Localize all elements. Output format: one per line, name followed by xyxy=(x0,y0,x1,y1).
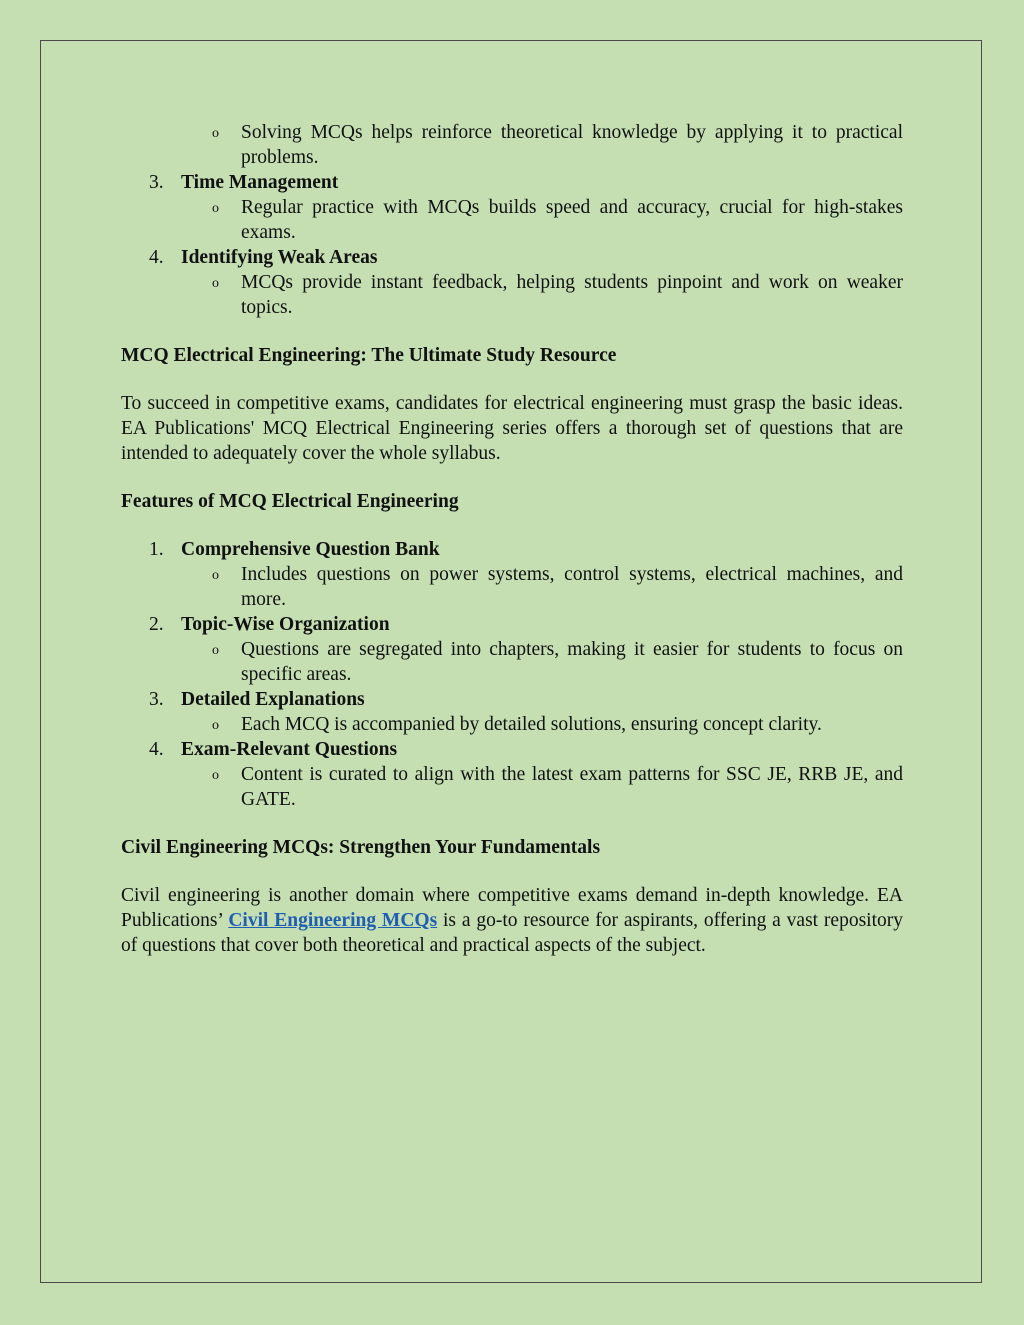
bullet-text: Questions are segregated into chapters, making it easier for students to focus on specific areas. xyxy=(241,639,903,685)
paragraph-civil xyxy=(121,883,903,958)
civil-engineering-mcqs-link[interactable]: Civil Engineering MCQs xyxy=(228,910,438,931)
bullet-text: Each MCQ is accompanied by detailed solutions, ensuring concept clarity. xyxy=(241,714,822,735)
bullet-text: Regular practice with MCQs builds speed and accuracy, crucial for high-stakes exams. xyxy=(241,197,903,243)
section-heading-features: Features of MCQ Electrical Engineering xyxy=(121,491,459,512)
numbered-item xyxy=(121,245,903,270)
list-bullet-item xyxy=(121,270,903,320)
numbered-item xyxy=(121,737,903,762)
bullet-icon: o xyxy=(212,568,219,583)
item-title: Exam-Relevant Questions xyxy=(181,739,398,760)
list-bullet-item xyxy=(121,120,903,170)
bullet-text: Solving MCQs helps reinforce theoretical knowledge by applying it to practical problems. xyxy=(241,122,903,168)
bullet-icon: o xyxy=(212,643,219,658)
list-bullet-item xyxy=(121,562,903,612)
item-title: Comprehensive Question Bank xyxy=(181,539,440,560)
bullet-text: Content is curated to align with the latest exam patterns for SSC JE, RRB JE, and GATE. xyxy=(241,764,903,810)
item-title: Identifying Weak Areas xyxy=(181,247,378,268)
document-body xyxy=(121,120,903,958)
item-number: 4. xyxy=(149,739,164,760)
item-number: 1. xyxy=(149,539,164,560)
features-list xyxy=(121,537,903,812)
item-title: Time Management xyxy=(181,172,339,193)
list-bullet-item xyxy=(121,712,903,737)
item-title: Topic-Wise Organization xyxy=(181,614,390,635)
numbered-item xyxy=(121,687,903,712)
numbered-item xyxy=(121,537,903,562)
bullet-text: MCQs provide instant feedback, helping students pinpoint and work on weaker topics. xyxy=(241,272,903,318)
paragraph-civil-text-start: Civil engineering is another domain where competitive exams demand in-depth knowledge. EA Publications’ xyxy=(121,885,903,931)
numbered-item xyxy=(121,170,903,195)
bullet-icon: o xyxy=(212,126,219,141)
paragraph-electrical: To succeed in competitive exams, candidates for electrical engineering must grasp the basic ideas. EA Publications' MCQ Electrical Engineering series offers a thorough set of questions that are intended to adequately cover the whole syllabus. xyxy=(121,393,903,464)
paragraph-civil-text-end: is a go-to resource for aspirants, offering a vast repository of questions that cover both theoretical and practical aspects of the subject. xyxy=(121,910,903,956)
bullet-text: Includes questions on power systems, control systems, electrical machines, and more. xyxy=(241,564,903,610)
list-bullet-item xyxy=(121,637,903,687)
list-bullet-item xyxy=(121,762,903,812)
item-number: 2. xyxy=(149,614,164,635)
item-number: 3. xyxy=(149,689,164,710)
section-heading-civil: Civil Engineering MCQs: Strengthen Your Fundamentals xyxy=(121,837,601,858)
item-title: Detailed Explanations xyxy=(181,689,365,710)
bullet-icon: o xyxy=(212,201,219,216)
item-number: 3. xyxy=(149,172,164,193)
bullet-icon: o xyxy=(212,768,219,783)
bullet-icon: o xyxy=(212,276,219,291)
numbered-item xyxy=(121,612,903,637)
list-bullet-item xyxy=(121,195,903,245)
bullet-icon: o xyxy=(212,718,219,733)
item-number: 4. xyxy=(149,247,164,268)
section-heading-electrical: MCQ Electrical Engineering: The Ultimate Study Resource xyxy=(121,345,617,366)
